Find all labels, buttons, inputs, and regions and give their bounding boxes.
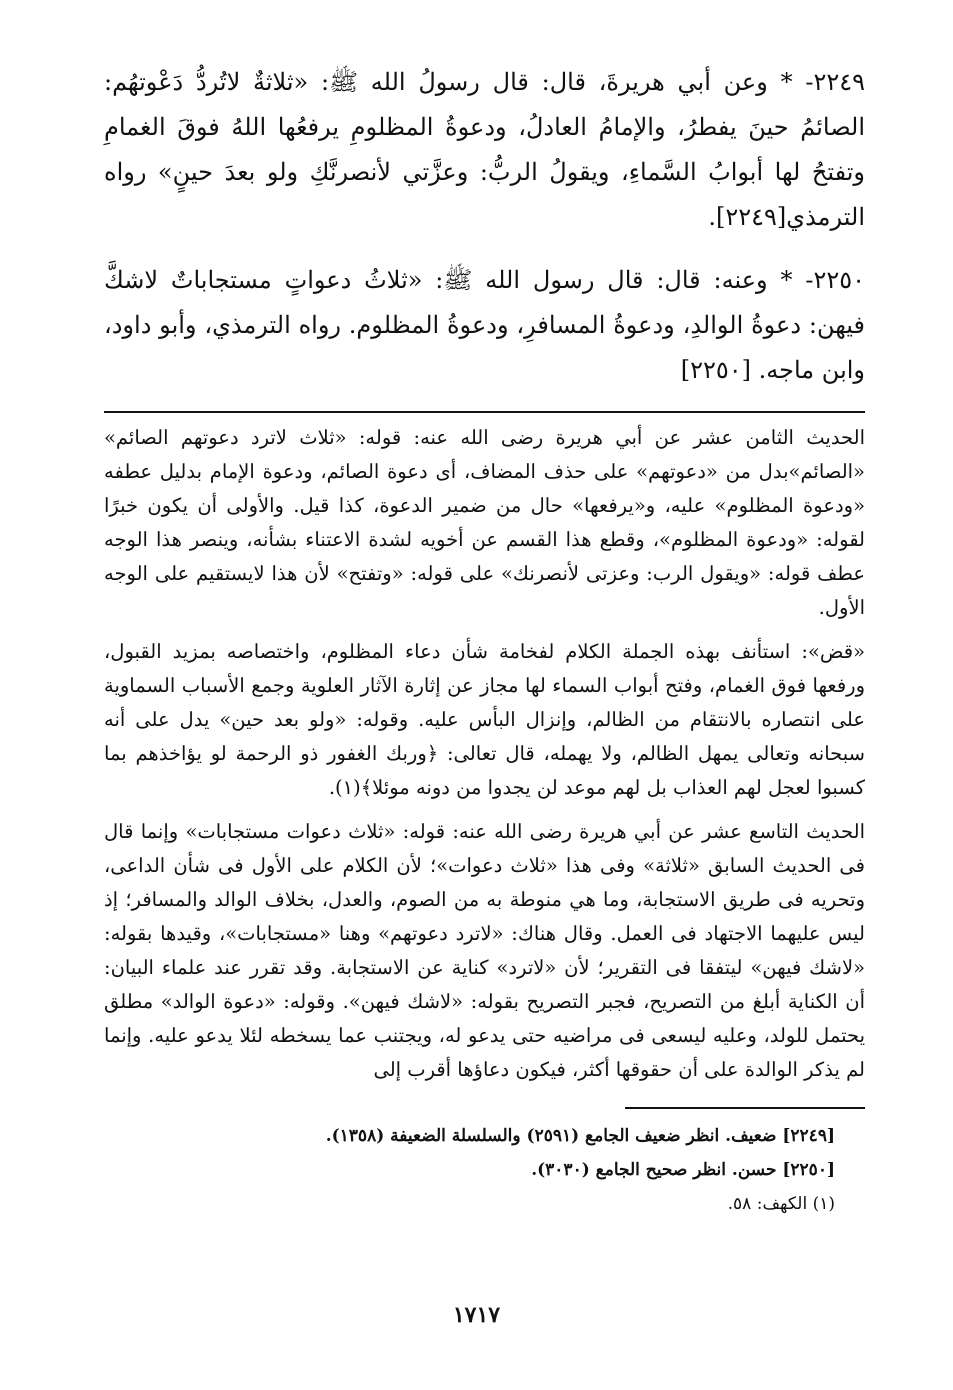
footnote-divider bbox=[625, 1107, 865, 1109]
hadith-2249: ٢٢٤٩- * وعن أبي هريرةَ، قال: قال رسولُ الله ﷺ: «ثلاثةٌ لاتُردُّ دَعْوتهُم: الصائمُ حينَ يفطرُ، والإمامُ العادلُ، ودعوةُ المظلومِ يرفعُها اللهُ فوقَ الغمامِ وتفتحُ لها أبوابُ السَّماءِ، ويقولُ الربُّ: وعزَّتي لأنصرنَّكِ ولو بعدَ حينٍ» رواه الترمذي[٢٢٤٩]. bbox=[104, 68, 865, 231]
footnote-2250: [٢٢٥٠] حسن. انظر صحيح الجامع (٣٠٣٠). bbox=[531, 1160, 835, 1180]
page-number: ١٧١٧ bbox=[452, 1302, 501, 1328]
commentary-paragraph-18: الحديث الثامن عشر عن أبي هريرة رضى الله عنه: قوله: «ثلاث لاترد دعوتهم الصائم» «الصائم»بدل من «دعوتهم» على حذف المضاف، أى دعوة الصائم، ودعوة الإمام بدليل عطفه «ودعوة المظلوم» عليه، و«يرفعها» حال من ضمير الدعوة، كذا قيل. والأولى أن يكون خبرًا لقوله: «ودعوة المظلوم»، وقطع هذا القسم عن أخويه لشدة الاعتناء بشأنه، وينصر هذا الوجه عطف قوله: «ويقول الرب: وعزتى لأنصرنك» على قوله: «وتفتح» لأن هذا لايستقيم على الوجه الأول. bbox=[104, 426, 865, 619]
footnote-quran-ref: (١) الكهف: ٥٨. bbox=[727, 1194, 835, 1214]
hadith-2250: ٢٢٥٠- * وعنه: قال: قال رسول الله ﷺ: «ثلاثُ دعواتٍ مستجاباتٌ لاشكَّ فيهن: دعوةُ الوالدِ، ودعوةُ المسافرِ، ودعوةُ المظلوم. رواه الترمذي، وأبو داود، وابن ماجه. [٢٢٥٠] bbox=[104, 266, 865, 384]
footnote-2249: [٢٢٤٩] ضعيف. انظر ضعيف الجامع (٢٥٩١) والسلسلة الضعيفة (١٣٥٨). bbox=[325, 1126, 835, 1146]
commentary-divider bbox=[104, 411, 865, 413]
commentary-paragraph-19: الحديث التاسع عشر عن أبي هريرة رضى الله عنه: قوله: «ثلاث دعوات مستجابات» وإنما قال فى الحديث السابق «ثلاثة» وفى هذا «ثلاث دعوات»؛ لأن الكلام على الأول فى شأن الداعى، وتحريه فى طريق الاستجابة، وما هي منوطة به من الصوم، والعدل، بخلاف الوالد والمسافر؛ إذ ليس عليهما الاجتهاد فى العمل. وقال هناك: «لاترد دعوتهم» وهنا «مستجابات»، وقيدها بقوله: «لاشك فيهن» ليتفقا فى التقرير؛ لأن «لاترد» كناية عن الاستجابة. وقد تقرر عند علماء البيان: أن الكناية أبلغ من التصريح، فجبر التصريح بقوله: «لاشك فيهن». وقوله: «دعوة الوالد» مطلق يحتمل للولد، وعليه ليسعى فى مراضيه حتى يدعو له، ويجتنب عما يسخطه لئلا يدعو عليه. وإنما لم يذكر الوالدة على أن حقوقها أكثر، فيكون دعاؤها أقرب إلى bbox=[104, 820, 865, 1081]
commentary-paragraph-qad: «قض»: استأنف بهذه الجملة الكلام لفخامة شأن دعاء المظلوم، واختصاصه بمزيد القبول، ورفعها فوق الغمام، وفتح أبواب السماء لها مجاز عن إثارة الآثار العلوية وجمع الأسباب السماوية على انتصاره بالانتقام من الظالم، وإنزال البأس عليه. وقوله: «ولو بعد حين» يدل على أنه سبحانه وتعالى يمهل الظالم، ولا يهمله، قال تعالى: ﴿وربك الغفور ذو الرحمة لو يؤاخذهم بما كسبوا لعجل لهم العذاب بل لهم موعد لن يجدوا من دونه موئلا﴾(١). bbox=[104, 640, 865, 799]
